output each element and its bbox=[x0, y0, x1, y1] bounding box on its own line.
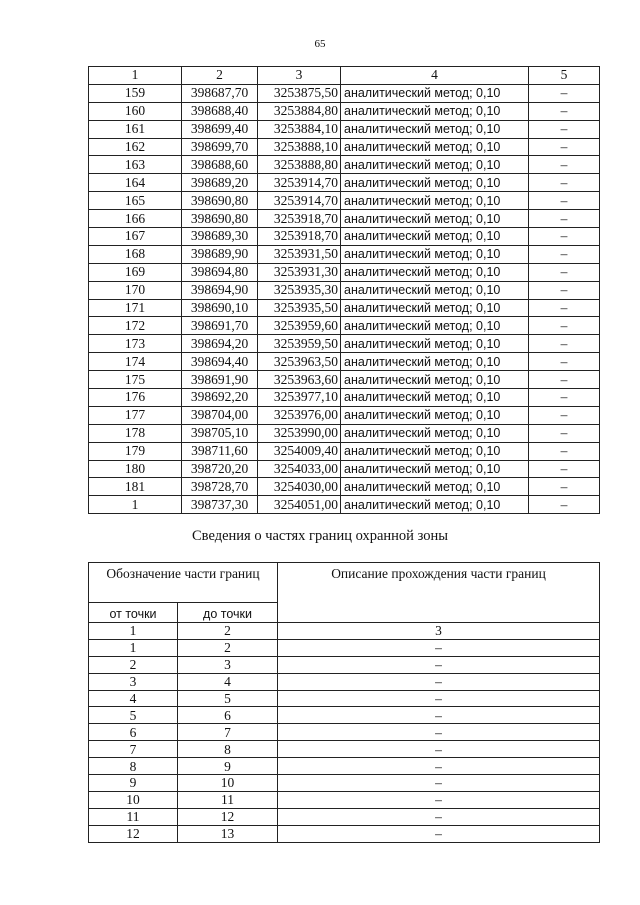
point-description-cell: – bbox=[529, 245, 600, 263]
table-row bbox=[89, 210, 600, 228]
column-header: 1 bbox=[89, 67, 182, 85]
x-coordinate-cell: 398699,40 bbox=[182, 120, 258, 138]
point-description-cell: – bbox=[529, 478, 600, 496]
to-point-cell: 9 bbox=[178, 758, 278, 775]
point-description-cell: – bbox=[529, 210, 600, 228]
y-coordinate-cell: 3254033,00 bbox=[258, 460, 341, 478]
point-number-cell: 175 bbox=[89, 371, 182, 389]
y-coordinate-cell: 3253935,30 bbox=[258, 281, 341, 299]
point-number-cell: 167 bbox=[89, 228, 182, 246]
coordinates-header-row bbox=[89, 67, 600, 85]
method-accuracy-cell: аналитический метод; 0,10 bbox=[341, 192, 529, 210]
y-coordinate-cell: 3253977,10 bbox=[258, 389, 341, 407]
y-coordinate-cell: 3253935,50 bbox=[258, 299, 341, 317]
x-coordinate-cell: 398694,80 bbox=[182, 263, 258, 281]
x-coordinate-cell: 398689,30 bbox=[182, 228, 258, 246]
to-point-cell: 3 bbox=[178, 656, 278, 673]
table-row bbox=[89, 758, 600, 775]
point-number-cell: 164 bbox=[89, 174, 182, 192]
x-coordinate-cell: 398688,60 bbox=[182, 156, 258, 174]
to-point-cell: 5 bbox=[178, 690, 278, 707]
from-point-cell: 10 bbox=[89, 791, 178, 808]
x-coordinate-cell: 398688,40 bbox=[182, 102, 258, 120]
point-number-cell: 162 bbox=[89, 138, 182, 156]
table-row bbox=[89, 228, 600, 246]
page-number: 65 bbox=[314, 38, 326, 50]
from-point-cell: 4 bbox=[89, 690, 178, 707]
table-row bbox=[89, 707, 600, 724]
method-accuracy-cell: аналитический метод; 0,10 bbox=[341, 496, 529, 514]
method-accuracy-cell: аналитический метод; 0,10 bbox=[341, 353, 529, 371]
x-coordinate-cell: 398689,90 bbox=[182, 245, 258, 263]
y-coordinate-cell: 3253931,30 bbox=[258, 263, 341, 281]
from-point-cell: 11 bbox=[89, 808, 178, 825]
point-number-cell: 168 bbox=[89, 245, 182, 263]
from-point-cell: 9 bbox=[89, 775, 178, 792]
point-number-cell: 160 bbox=[89, 102, 182, 120]
part-description-cell: – bbox=[278, 825, 600, 842]
point-number-cell: 180 bbox=[89, 460, 182, 478]
method-accuracy-cell: аналитический метод; 0,10 bbox=[341, 389, 529, 407]
boundary-part-designation-header: Обозначение части границ bbox=[89, 563, 278, 603]
part-description-cell: – bbox=[278, 775, 600, 792]
point-number-cell: 161 bbox=[89, 120, 182, 138]
method-accuracy-cell: аналитический метод; 0,10 bbox=[341, 102, 529, 120]
y-coordinate-cell: 3253888,80 bbox=[258, 156, 341, 174]
x-coordinate-cell: 398720,20 bbox=[182, 460, 258, 478]
point-description-cell: – bbox=[529, 424, 600, 442]
method-accuracy-cell: аналитический метод; 0,10 bbox=[341, 228, 529, 246]
table-row bbox=[89, 673, 600, 690]
table-row bbox=[89, 353, 600, 371]
y-coordinate-cell: 3253990,00 bbox=[258, 424, 341, 442]
boundary-part-description-header: Описание прохождения части границ bbox=[278, 563, 600, 623]
x-coordinate-cell: 398690,10 bbox=[182, 299, 258, 317]
method-accuracy-cell: аналитический метод; 0,10 bbox=[341, 478, 529, 496]
table-row bbox=[89, 775, 600, 792]
point-number-cell: 171 bbox=[89, 299, 182, 317]
method-accuracy-cell: аналитический метод; 0,10 bbox=[341, 460, 529, 478]
to-point-cell: 11 bbox=[178, 791, 278, 808]
x-coordinate-cell: 398694,90 bbox=[182, 281, 258, 299]
y-coordinate-cell: 3253931,50 bbox=[258, 245, 341, 263]
table-row bbox=[89, 442, 600, 460]
table-row bbox=[89, 120, 600, 138]
to-point-cell: 4 bbox=[178, 673, 278, 690]
table-row bbox=[89, 138, 600, 156]
from-point-cell: 2 bbox=[89, 656, 178, 673]
method-accuracy-cell: аналитический метод; 0,10 bbox=[341, 442, 529, 460]
column-number-row bbox=[89, 623, 600, 640]
point-description-cell: – bbox=[529, 84, 600, 102]
table-row bbox=[89, 335, 600, 353]
table-row bbox=[89, 690, 600, 707]
table-row bbox=[89, 389, 600, 407]
table-row bbox=[89, 825, 600, 842]
to-point-cell: 10 bbox=[178, 775, 278, 792]
point-description-cell: – bbox=[529, 156, 600, 174]
from-point-cell: 1 bbox=[89, 639, 178, 656]
point-number-cell: 163 bbox=[89, 156, 182, 174]
point-description-cell: – bbox=[529, 460, 600, 478]
part-description-cell: – bbox=[278, 724, 600, 741]
to-point-cell: 7 bbox=[178, 724, 278, 741]
point-description-cell: – bbox=[529, 371, 600, 389]
table-row bbox=[89, 192, 600, 210]
x-coordinate-cell: 398728,70 bbox=[182, 478, 258, 496]
point-description-cell: – bbox=[529, 317, 600, 335]
from-point-header: от точки bbox=[89, 603, 178, 623]
from-point-cell: 7 bbox=[89, 741, 178, 758]
y-coordinate-cell: 3254051,00 bbox=[258, 496, 341, 514]
method-accuracy-cell: аналитический метод; 0,10 bbox=[341, 299, 529, 317]
coordinates-table bbox=[88, 66, 600, 514]
point-description-cell: – bbox=[529, 192, 600, 210]
part-description-cell: – bbox=[278, 690, 600, 707]
point-number-cell: 177 bbox=[89, 406, 182, 424]
method-accuracy-cell: аналитический метод; 0,10 bbox=[341, 174, 529, 192]
y-coordinate-cell: 3253914,70 bbox=[258, 174, 341, 192]
point-description-cell: – bbox=[529, 442, 600, 460]
to-point-cell: 8 bbox=[178, 741, 278, 758]
point-description-cell: – bbox=[529, 174, 600, 192]
x-coordinate-cell: 398699,70 bbox=[182, 138, 258, 156]
part-description-cell: – bbox=[278, 791, 600, 808]
method-accuracy-cell: аналитический метод; 0,10 bbox=[341, 424, 529, 442]
y-coordinate-cell: 3254009,40 bbox=[258, 442, 341, 460]
from-point-cell: 8 bbox=[89, 758, 178, 775]
table-row bbox=[89, 791, 600, 808]
point-description-cell: – bbox=[529, 138, 600, 156]
table-row bbox=[89, 245, 600, 263]
point-description-cell: – bbox=[529, 496, 600, 514]
point-description-cell: – bbox=[529, 335, 600, 353]
point-number-cell: 170 bbox=[89, 281, 182, 299]
column-number: 2 bbox=[178, 623, 278, 640]
table-row bbox=[89, 724, 600, 741]
part-description-cell: – bbox=[278, 673, 600, 690]
from-point-cell: 5 bbox=[89, 707, 178, 724]
part-description-cell: – bbox=[278, 656, 600, 673]
point-description-cell: – bbox=[529, 263, 600, 281]
table-row bbox=[89, 84, 600, 102]
table-row bbox=[89, 263, 600, 281]
from-point-cell: 12 bbox=[89, 825, 178, 842]
method-accuracy-cell: аналитический метод; 0,10 bbox=[341, 335, 529, 353]
table-row bbox=[89, 424, 600, 442]
y-coordinate-cell: 3253963,60 bbox=[258, 371, 341, 389]
point-number-cell: 178 bbox=[89, 424, 182, 442]
x-coordinate-cell: 398691,90 bbox=[182, 371, 258, 389]
y-coordinate-cell: 3254030,00 bbox=[258, 478, 341, 496]
table-row bbox=[89, 174, 600, 192]
method-accuracy-cell: аналитический метод; 0,10 bbox=[341, 210, 529, 228]
part-description-cell: – bbox=[278, 758, 600, 775]
point-description-cell: – bbox=[529, 353, 600, 371]
point-number-cell: 169 bbox=[89, 263, 182, 281]
y-coordinate-cell: 3253914,70 bbox=[258, 192, 341, 210]
boundary-parts-table bbox=[88, 562, 600, 843]
method-accuracy-cell: аналитический метод; 0,10 bbox=[341, 406, 529, 424]
method-accuracy-cell: аналитический метод; 0,10 bbox=[341, 281, 529, 299]
table-row bbox=[89, 808, 600, 825]
column-header: 3 bbox=[258, 67, 341, 85]
point-description-cell: – bbox=[529, 120, 600, 138]
point-number-cell: 166 bbox=[89, 210, 182, 228]
table-row bbox=[89, 656, 600, 673]
point-description-cell: – bbox=[529, 406, 600, 424]
point-number-cell: 1 bbox=[89, 496, 182, 514]
y-coordinate-cell: 3253959,50 bbox=[258, 335, 341, 353]
table-row bbox=[89, 460, 600, 478]
method-accuracy-cell: аналитический метод; 0,10 bbox=[341, 371, 529, 389]
x-coordinate-cell: 398694,20 bbox=[182, 335, 258, 353]
to-point-cell: 12 bbox=[178, 808, 278, 825]
point-description-cell: – bbox=[529, 102, 600, 120]
table-row bbox=[89, 406, 600, 424]
point-number-cell: 165 bbox=[89, 192, 182, 210]
x-coordinate-cell: 398690,80 bbox=[182, 210, 258, 228]
column-header: 4 bbox=[341, 67, 529, 85]
x-coordinate-cell: 398689,20 bbox=[182, 174, 258, 192]
y-coordinate-cell: 3253875,50 bbox=[258, 84, 341, 102]
to-point-cell: 6 bbox=[178, 707, 278, 724]
point-description-cell: – bbox=[529, 389, 600, 407]
y-coordinate-cell: 3253884,80 bbox=[258, 102, 341, 120]
y-coordinate-cell: 3253888,10 bbox=[258, 138, 341, 156]
table-row bbox=[89, 299, 600, 317]
table-row bbox=[89, 478, 600, 496]
table-row bbox=[89, 496, 600, 514]
table-row bbox=[89, 156, 600, 174]
x-coordinate-cell: 398737,30 bbox=[182, 496, 258, 514]
x-coordinate-cell: 398705,10 bbox=[182, 424, 258, 442]
section-title: Сведения о частях границ охранной зоны bbox=[192, 528, 448, 544]
y-coordinate-cell: 3253918,70 bbox=[258, 228, 341, 246]
point-description-cell: – bbox=[529, 299, 600, 317]
point-number-cell: 174 bbox=[89, 353, 182, 371]
method-accuracy-cell: аналитический метод; 0,10 bbox=[341, 245, 529, 263]
method-accuracy-cell: аналитический метод; 0,10 bbox=[341, 84, 529, 102]
column-header: 2 bbox=[182, 67, 258, 85]
method-accuracy-cell: аналитический метод; 0,10 bbox=[341, 156, 529, 174]
point-description-cell: – bbox=[529, 228, 600, 246]
part-description-cell: – bbox=[278, 707, 600, 724]
x-coordinate-cell: 398687,70 bbox=[182, 84, 258, 102]
point-number-cell: 173 bbox=[89, 335, 182, 353]
column-number: 3 bbox=[278, 623, 600, 640]
method-accuracy-cell: аналитический метод; 0,10 bbox=[341, 263, 529, 281]
y-coordinate-cell: 3253918,70 bbox=[258, 210, 341, 228]
x-coordinate-cell: 398704,00 bbox=[182, 406, 258, 424]
table-row bbox=[89, 741, 600, 758]
part-description-cell: – bbox=[278, 639, 600, 656]
x-coordinate-cell: 398711,60 bbox=[182, 442, 258, 460]
point-number-cell: 181 bbox=[89, 478, 182, 496]
table-row bbox=[89, 102, 600, 120]
part-description-cell: – bbox=[278, 808, 600, 825]
x-coordinate-cell: 398694,40 bbox=[182, 353, 258, 371]
table-row bbox=[89, 317, 600, 335]
point-description-cell: – bbox=[529, 281, 600, 299]
x-coordinate-cell: 398691,70 bbox=[182, 317, 258, 335]
to-point-cell: 13 bbox=[178, 825, 278, 842]
to-point-header: до точки bbox=[178, 603, 278, 623]
part-description-cell: – bbox=[278, 741, 600, 758]
method-accuracy-cell: аналитический метод; 0,10 bbox=[341, 317, 529, 335]
y-coordinate-cell: 3253884,10 bbox=[258, 120, 341, 138]
x-coordinate-cell: 398690,80 bbox=[182, 192, 258, 210]
x-coordinate-cell: 398692,20 bbox=[182, 389, 258, 407]
method-accuracy-cell: аналитический метод; 0,10 bbox=[341, 138, 529, 156]
point-number-cell: 172 bbox=[89, 317, 182, 335]
point-number-cell: 179 bbox=[89, 442, 182, 460]
to-point-cell: 2 bbox=[178, 639, 278, 656]
y-coordinate-cell: 3253959,60 bbox=[258, 317, 341, 335]
y-coordinate-cell: 3253976,00 bbox=[258, 406, 341, 424]
y-coordinate-cell: 3253963,50 bbox=[258, 353, 341, 371]
method-accuracy-cell: аналитический метод; 0,10 bbox=[341, 120, 529, 138]
column-number: 1 bbox=[89, 623, 178, 640]
point-number-cell: 176 bbox=[89, 389, 182, 407]
from-point-cell: 3 bbox=[89, 673, 178, 690]
from-point-cell: 6 bbox=[89, 724, 178, 741]
table-row bbox=[89, 639, 600, 656]
point-number-cell: 159 bbox=[89, 84, 182, 102]
table-row bbox=[89, 281, 600, 299]
table-row bbox=[89, 371, 600, 389]
column-header: 5 bbox=[529, 67, 600, 85]
